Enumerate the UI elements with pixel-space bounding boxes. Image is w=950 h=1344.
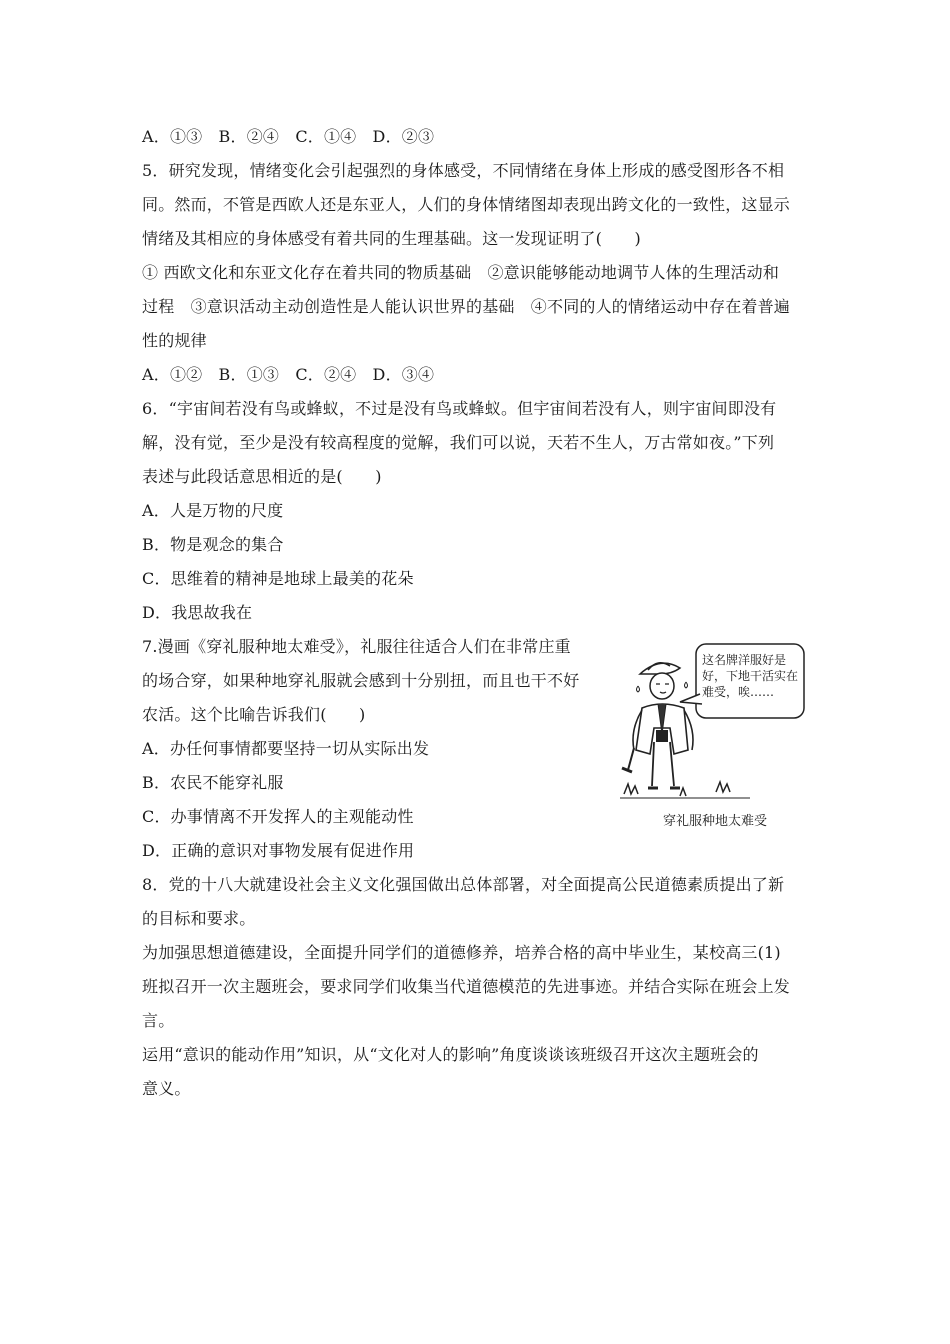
q7-stem-line1: 7.漫画《穿礼服种地太难受》，礼服往往适合人们在非常庄重	[142, 637, 571, 656]
q6-stem-line3: 表述与此段话意思相近的是( )	[142, 467, 382, 486]
q6-option-b: B．物是观念的集合	[142, 535, 284, 554]
q5-stem-line2: 同。然而，不管是西欧人还是东亚人，人们的身体情绪图却表现出跨文化的一致性，这显示	[142, 195, 791, 214]
q5-statements-line2: 过程 ③意识活动主动创造性是人能认识世界的基础 ④不同的人的情绪运动中存在着普遍	[142, 297, 791, 316]
q8-para2-line1: 为加强思想道德建设，全面提升同学们的道德修养，培养合格的高中毕业生，某校高三(1)	[142, 943, 781, 962]
cartoon-caption: 穿礼服种地太难受	[662, 814, 767, 829]
q8-para3-line1: 运用“意识的能动作用”知识，从“文化对人的影响”角度谈谈该班级召开这次主题班会的	[142, 1045, 759, 1064]
question-8	[142, 868, 812, 1106]
question-5	[142, 154, 812, 392]
q8-para2-line3: 言。	[142, 1011, 175, 1030]
q4-options: A．①③ B．②④ C．①④ D．②③	[142, 127, 435, 146]
q8-para3-line2: 意义。	[142, 1079, 191, 1098]
q5-stem-line3: 情绪及其相应的身体感受有着共同的生理基础。这一发现证明了( )	[142, 229, 641, 248]
speech-bubble-text: 这名牌洋服好是好，下地干活实在难受，唉……	[702, 653, 799, 699]
q5-stem-line1: 5．研究发现，情绪变化会引起强烈的身体感受，不同情绪在身体上形成的感受图形各不相	[142, 161, 785, 180]
q7-option-a: A．办任何事情都要坚持一切从实际出发	[142, 739, 430, 758]
cartoon-figure	[620, 638, 810, 828]
q7-option-b: B．农民不能穿礼服	[142, 773, 284, 792]
q8-para2-line2: 班拟召开一次主题班会，要求同学们收集当代道德模范的先进事迹。并结合实际在班会上发	[142, 977, 791, 996]
q6-option-c: C．思维着的精神是地球上最美的花朵	[142, 569, 414, 588]
q7-stem-line3: 农活。这个比喻告诉我们( )	[142, 705, 366, 724]
document-page	[142, 120, 812, 1106]
q6-stem-line2: 解，没有觉，至少是没有较高程度的觉解，我们可以说，天若不生人，万古常如夜。”下列	[142, 433, 775, 452]
q5-statements-line1: ① 西欧文化和东亚文化存在着共同的物质基础 ②意识能够能动地调节人体的生理活动和	[142, 263, 780, 282]
q5-options: A．①② B．①③ C．②④ D．③④	[142, 365, 435, 384]
q7-option-c: C．办事情离不开发挥人的主观能动性	[142, 807, 414, 826]
q7-stem-line2: 的场合穿，如果种地穿礼服就会感到十分别扭，而且也干不好	[142, 671, 580, 690]
q7-option-d: D．正确的意识对事物发展有促进作用	[142, 841, 415, 860]
q8-stem-line2: 的目标和要求。	[142, 909, 256, 928]
q5-statements-line3: 性的规律	[142, 331, 207, 350]
q8-stem-line1: 8．党的十八大就建设社会主义文化强国做出总体部署，对全面提高公民道德素质提出了新	[142, 875, 785, 894]
question-7	[142, 630, 812, 868]
question-6	[142, 392, 812, 630]
q6-option-d: D．我思故我在	[142, 603, 253, 622]
q6-option-a: A．人是万物的尺度	[142, 501, 284, 520]
q6-stem-line1: 6．“宇宙间若没有鸟或蜂蚁，不过是没有鸟或蜂蚁。但宇宙间若没有人，则宇宙间即没有	[142, 399, 777, 418]
